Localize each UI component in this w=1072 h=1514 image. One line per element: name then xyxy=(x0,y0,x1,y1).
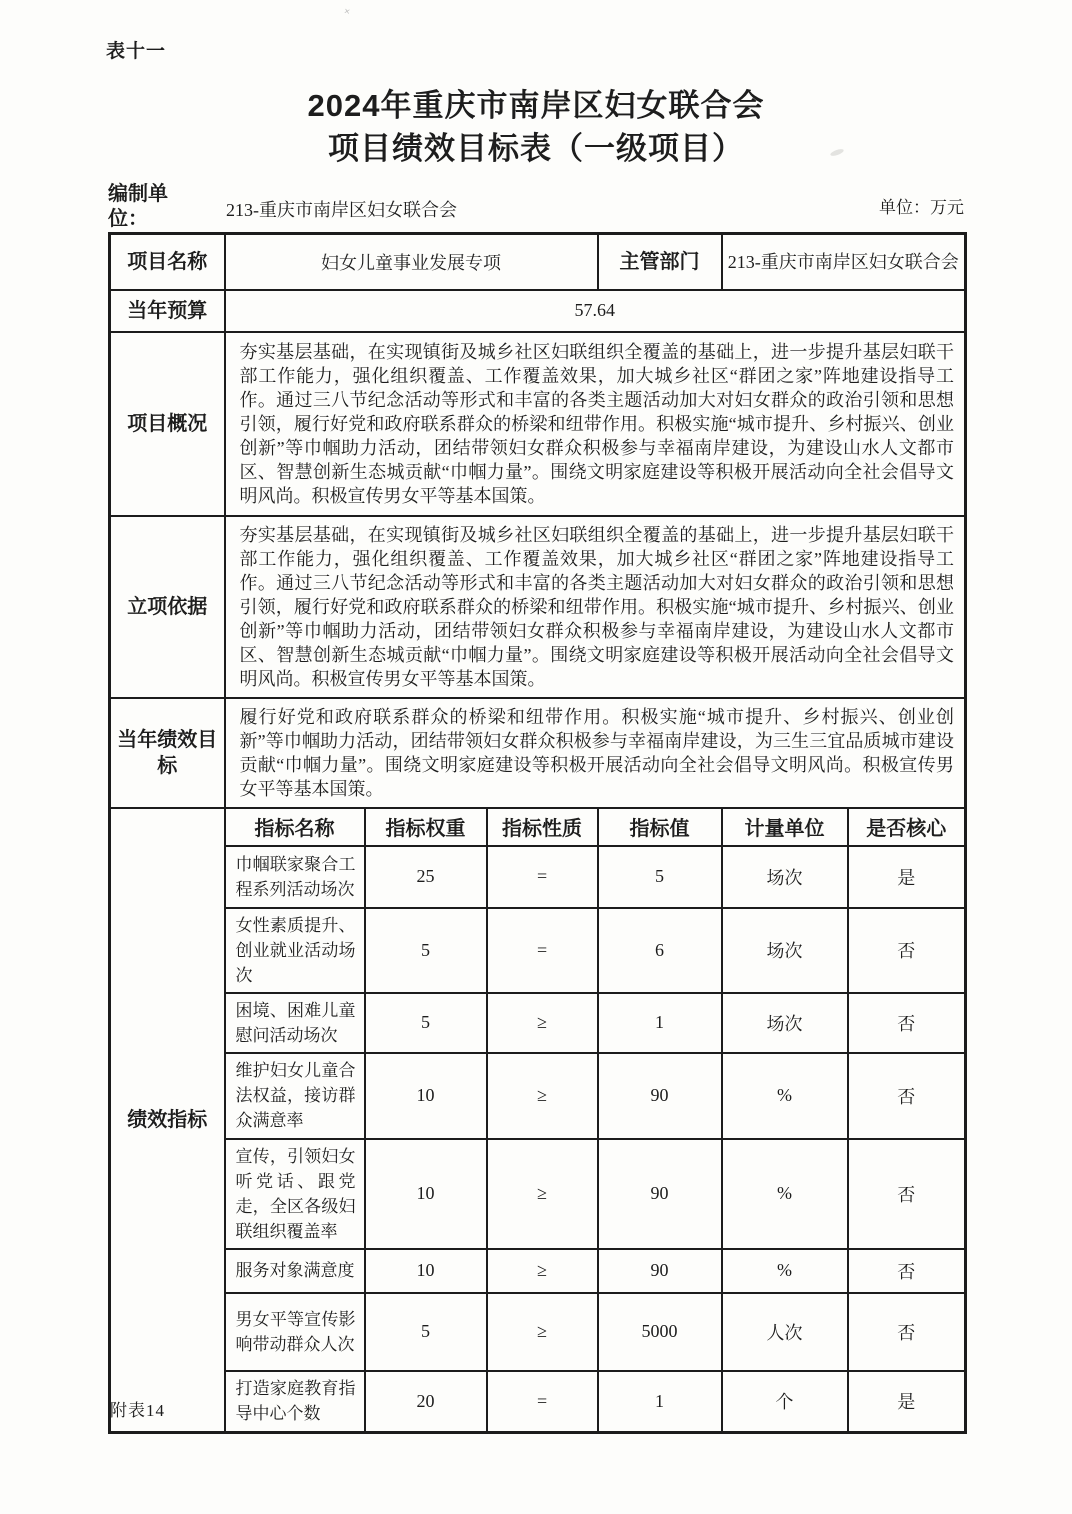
indicator-weight: 5 xyxy=(365,1293,487,1371)
meta-area xyxy=(108,182,964,232)
indicator-unit: 个 xyxy=(722,1371,848,1433)
indicator-unit: % xyxy=(722,1249,848,1293)
indicator-unit: 场次 xyxy=(722,846,848,908)
basis-text: 夯实基层基础，在实现镇街及城乡社区妇联组织全覆盖的基础上，进一步提升基层妇联干部工作能力，强化组织覆盖、工作覆盖效果，加大城乡社区“群团之家”阵地建设指导工作。通过三八节纪念活动等形式和丰富的各类主题活动加大对妇女群众的政治引领和思想引领，履行好党和政府联系群众的桥梁和纽带作用。积极实施“城市提升、乡村振兴、创业创新”等巾帼助力活动，团结带领妇女群众积极参与幸福南岸建设，为建设山水人文都市区、智慧创新生态城贡献“巾帼力量”。围绕文明家庭建设等积极开展活动向全社会倡导文明风尚。积极宣传男女平等基本国策。 xyxy=(225,516,966,698)
indicator-unit: 人次 xyxy=(722,1293,848,1371)
unit-note: 单位：万元 xyxy=(879,198,964,217)
indicator-nature: ≥ xyxy=(487,1139,598,1249)
indicator-unit: % xyxy=(722,1139,848,1249)
indicator-weight: 20 xyxy=(365,1371,487,1433)
indicator-weight: 10 xyxy=(365,1053,487,1139)
col-header-value: 指标值 xyxy=(598,808,722,846)
indicator-name: 维护妇女儿童合法权益，接访群众满意率 xyxy=(225,1053,365,1139)
indicator-row xyxy=(110,908,966,993)
indicator-value: 5000 xyxy=(598,1293,722,1371)
project-name-row xyxy=(110,234,966,290)
basis-label: 立项依据 xyxy=(110,516,225,698)
indicator-row xyxy=(110,993,966,1053)
col-header-core: 是否核心 xyxy=(848,808,966,846)
indicator-core: 是 xyxy=(848,1371,966,1433)
indicator-value: 1 xyxy=(598,1371,722,1433)
basis-row xyxy=(110,516,966,698)
project-name-label: 项目名称 xyxy=(110,234,225,290)
indicator-row xyxy=(110,1249,966,1293)
indicator-weight: 10 xyxy=(365,1249,487,1293)
indicator-value: 6 xyxy=(598,908,722,993)
project-name-value: 妇女儿童事业发展专项 xyxy=(225,234,598,290)
col-header-indicator-name: 指标名称 xyxy=(225,808,365,846)
indicator-weight: 5 xyxy=(365,908,487,993)
indicator-unit: 场次 xyxy=(722,993,848,1053)
indicator-name: 宣传，引领妇女听党话、跟党走，全区各级妇联组织覆盖率 xyxy=(225,1139,365,1249)
indicator-core: 否 xyxy=(848,993,966,1053)
document-title xyxy=(0,84,1072,170)
indicator-row xyxy=(110,1371,966,1433)
budget-value: 57.64 xyxy=(225,290,966,332)
indicator-nature: = xyxy=(487,846,598,908)
prepared-by-label: 编制单位： xyxy=(108,183,168,230)
budget-label: 当年预算 xyxy=(110,290,225,332)
col-header-unit: 计量单位 xyxy=(722,808,848,846)
col-header-nature: 指标性质 xyxy=(487,808,598,846)
performance-target-table xyxy=(108,232,967,1434)
overview-row xyxy=(110,332,966,516)
indicator-name: 男女平等宣传影响带动群众人次 xyxy=(225,1293,365,1371)
indicator-value: 90 xyxy=(598,1249,722,1293)
indicator-nature: = xyxy=(487,1371,598,1433)
indicator-row xyxy=(110,1053,966,1139)
indicator-name: 服务对象满意度 xyxy=(225,1249,365,1293)
department-label: 主管部门 xyxy=(598,234,722,290)
indicator-weight: 25 xyxy=(365,846,487,908)
budget-row xyxy=(110,290,966,332)
annual-goal-row xyxy=(110,698,966,808)
indicator-name: 女性素质提升、创业就业活动场次 xyxy=(225,908,365,993)
prepared-by-value: 213-重庆市南岸区妇女联合会 xyxy=(226,200,457,220)
title-line-1: 2024年重庆市南岸区妇女联合会 xyxy=(307,88,765,123)
scan-artifact: ˟ xyxy=(342,5,351,22)
indicator-value: 1 xyxy=(598,993,722,1053)
col-header-weight: 指标权重 xyxy=(365,808,487,846)
indicator-row xyxy=(110,1139,966,1249)
indicator-name: 打造家庭教育指导中心个数 xyxy=(225,1371,365,1433)
annual-goal-label: 当年绩效目标 xyxy=(110,698,225,808)
indicator-nature: ≥ xyxy=(487,1053,598,1139)
indicator-core: 否 xyxy=(848,1293,966,1371)
indicator-nature: ≥ xyxy=(487,1293,598,1371)
annual-goal-text: 履行好党和政府联系群众的桥梁和纽带作用。积极实施“城市提升、乡村振兴、创业创新”等巾帼助力活动，团结带领妇女群众积极参与幸福南岸建设，为三生三宜品质城市建设贡献“巾帼力量”。围绕文明家庭建设等积极开展活动向全社会倡导文明风尚。积极宣传男女平等基本国策。 xyxy=(225,698,966,808)
indicator-nature: = xyxy=(487,908,598,993)
indicator-name: 巾帼联家聚合工程系列活动场次 xyxy=(225,846,365,908)
indicator-value: 90 xyxy=(598,1139,722,1249)
indicator-nature: ≥ xyxy=(487,1249,598,1293)
indicator-unit: 场次 xyxy=(722,908,848,993)
indicator-unit: % xyxy=(722,1053,848,1139)
indicator-weight: 5 xyxy=(365,993,487,1053)
indicator-weight: 10 xyxy=(365,1139,487,1249)
indicators-section-label: 绩效指标 xyxy=(110,808,225,1433)
indicator-core: 否 xyxy=(848,1249,966,1293)
indicator-core: 否 xyxy=(848,1053,966,1139)
indicator-nature: ≥ xyxy=(487,993,598,1053)
overview-text: 夯实基层基础，在实现镇街及城乡社区妇联组织全覆盖的基础上，进一步提升基层妇联干部工作能力，强化组织覆盖、工作覆盖效果，加大城乡社区“群团之家”阵地建设指导工作。通过三八节纪念活动等形式和丰富的各类主题活动加大对妇女群众的政治引领和思想引领，履行好党和政府联系群众的桥梁和纽带作用。积极实施“城市提升、乡村振兴、创业创新”等巾帼助力活动，团结带领妇女群众积极参与幸福南岸建设，为建设山水人文都市区、智慧创新生态城贡献“巾帼力量”。围绕文明家庭建设等积极开展活动向全社会倡导文明风尚。积极宣传男女平等基本国策。 xyxy=(225,332,966,516)
overview-label: 项目概况 xyxy=(110,332,225,516)
table-number-label: 表十一 xyxy=(106,41,167,62)
department-value: 213-重庆市南岸区妇女联合会 xyxy=(722,234,966,290)
indicator-header-row xyxy=(110,808,966,846)
indicator-core: 否 xyxy=(848,1139,966,1249)
indicator-row xyxy=(110,846,966,908)
indicator-name: 困境、困难儿童慰问活动场次 xyxy=(225,993,365,1053)
indicator-value: 90 xyxy=(598,1053,722,1139)
indicator-core: 否 xyxy=(848,908,966,993)
indicator-core: 是 xyxy=(848,846,966,908)
footer-note: 附表14 xyxy=(110,1401,165,1420)
title-line-2: 项目绩效目标表（一级项目） xyxy=(328,131,744,166)
indicator-row xyxy=(110,1293,966,1371)
indicator-value: 5 xyxy=(598,846,722,908)
